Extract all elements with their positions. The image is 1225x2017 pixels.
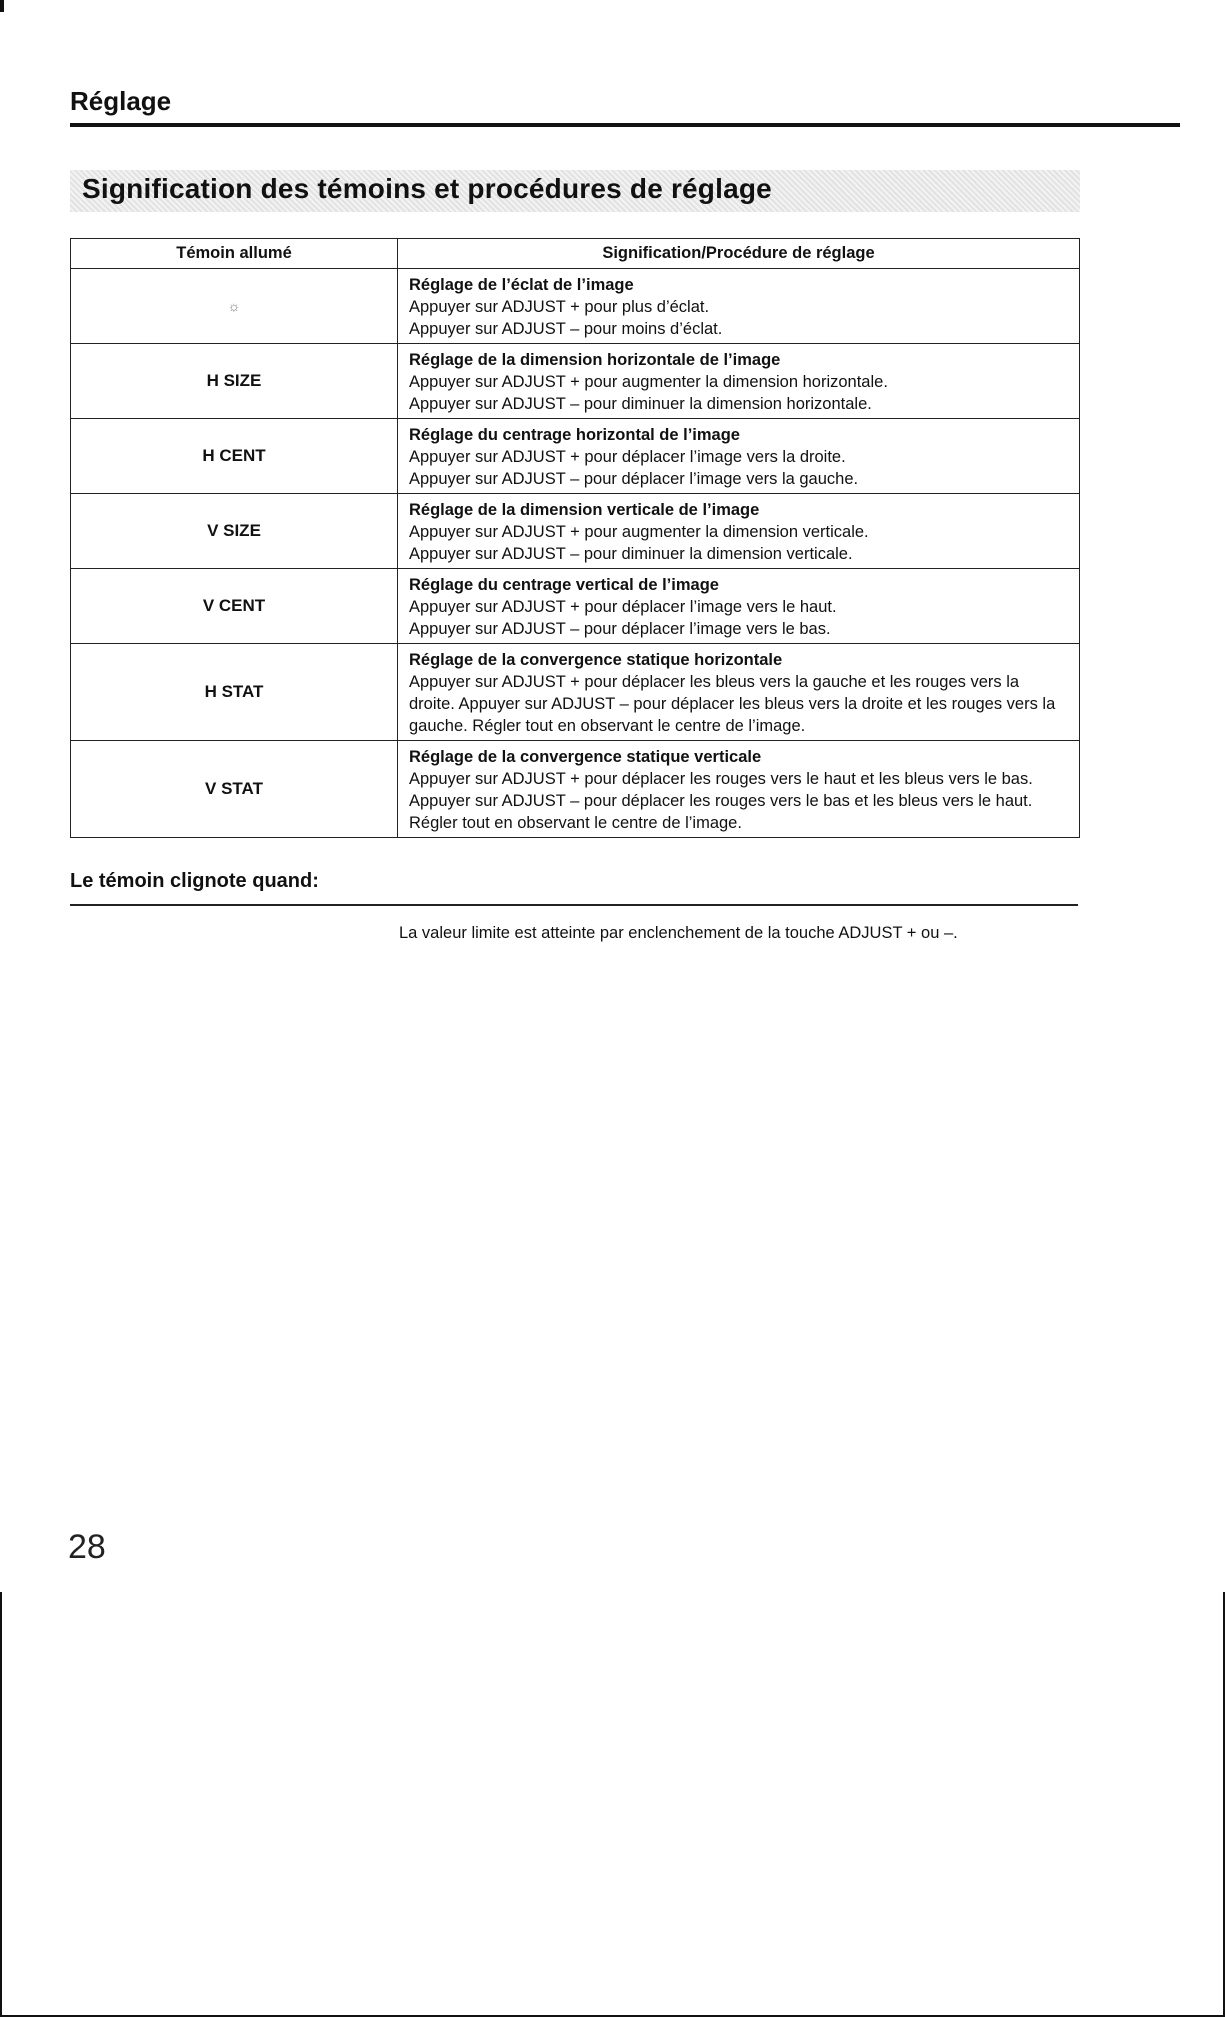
row-title: Réglage de la dimension horizontale de l’image [409,351,781,369]
page-number: 28 [68,1528,106,1566]
row-text: Appuyer sur ADJUST + pour déplacer les bleus vers la gauche et les rouges vers la droite. Appuyer sur ADJUST – pour déplacer les bleus vers la droite et les rouges vers la gauche. Régler tout en observant le centre de l’image. [409,673,1056,735]
description-cell [398,741,1080,838]
indicator-table [70,238,1080,838]
brightness-icon: ☼ [227,298,241,314]
row-text: Appuyer sur ADJUST + pour plus d’éclat. [409,298,710,316]
column-header-indicator: Témoin allumé [71,239,398,269]
row-title: Réglage du centrage vertical de l’image [409,576,719,594]
table-row [71,644,1080,741]
row-title: Réglage de la convergence statique horizontale [409,651,783,669]
table-row [71,269,1080,344]
section-title: Réglage [70,86,172,116]
row-text: Appuyer sur ADJUST + pour déplacer l’image vers la droite. [409,448,846,466]
row-text: Appuyer sur ADJUST – pour déplacer l’image vers la gauche. [409,470,859,488]
table-row [71,741,1080,838]
row-text: Appuyer sur ADJUST + pour augmenter la dimension verticale. [409,523,869,541]
scan-edge-left [0,1592,2,2017]
blink-section-divider [70,904,1078,906]
indicator-cell [71,269,398,344]
table-header-row [71,239,1080,269]
row-text: Appuyer sur ADJUST + pour déplacer l’image vers le haut. [409,598,837,616]
title-banner [70,170,1080,212]
row-title: Réglage du centrage horizontal de l’image [409,426,740,444]
description-cell [398,644,1080,741]
row-title: Réglage de l’éclat de l’image [409,276,634,294]
row-text: Appuyer sur ADJUST – pour diminuer la dimension verticale. [409,545,853,563]
row-text: Appuyer sur ADJUST – pour déplacer l’image vers le bas. [409,620,831,638]
description-cell [398,269,1080,344]
table-row [71,569,1080,644]
column-header-meaning: Signification/Procédure de réglage [398,239,1080,269]
row-text: Appuyer sur ADJUST + pour augmenter la dimension horizontale. [409,373,888,391]
indicator-cell: V STAT [71,741,398,838]
scan-mark-top-left [0,0,4,12]
indicator-cell: H SIZE [71,344,398,419]
page-title: Signification des témoins et procédures de réglage [82,173,772,204]
description-cell [398,419,1080,494]
row-text: Appuyer sur ADJUST – pour diminuer la dimension horizontale. [409,395,872,413]
row-text: Appuyer sur ADJUST + pour déplacer les rouges vers le haut et les bleus vers le bas. Appuyer sur ADJUST – pour déplacer les rouges vers le bas et les bleus vers le haut. Régler tout en observant le centre de l’image. [409,770,1033,832]
indicator-cell: V SIZE [71,494,398,569]
indicator-cell: V CENT [71,569,398,644]
indicator-cell: H CENT [71,419,398,494]
row-title: Réglage de la dimension verticale de l’image [409,501,760,519]
table-row [71,344,1080,419]
blink-section-text: La valeur limite est atteinte par enclenchement de la touche ADJUST + ou –. [399,924,958,942]
row-text: Appuyer sur ADJUST – pour moins d’éclat. [409,320,723,338]
row-title: Réglage de la convergence statique verticale [409,748,762,766]
indicator-cell: H STAT [71,644,398,741]
blink-section-title: Le témoin clignote quand: [70,870,319,892]
section-divider [70,123,1180,127]
description-cell [398,344,1080,419]
table-row [71,419,1080,494]
description-cell [398,569,1080,644]
description-cell [398,494,1080,569]
table-row [71,494,1080,569]
